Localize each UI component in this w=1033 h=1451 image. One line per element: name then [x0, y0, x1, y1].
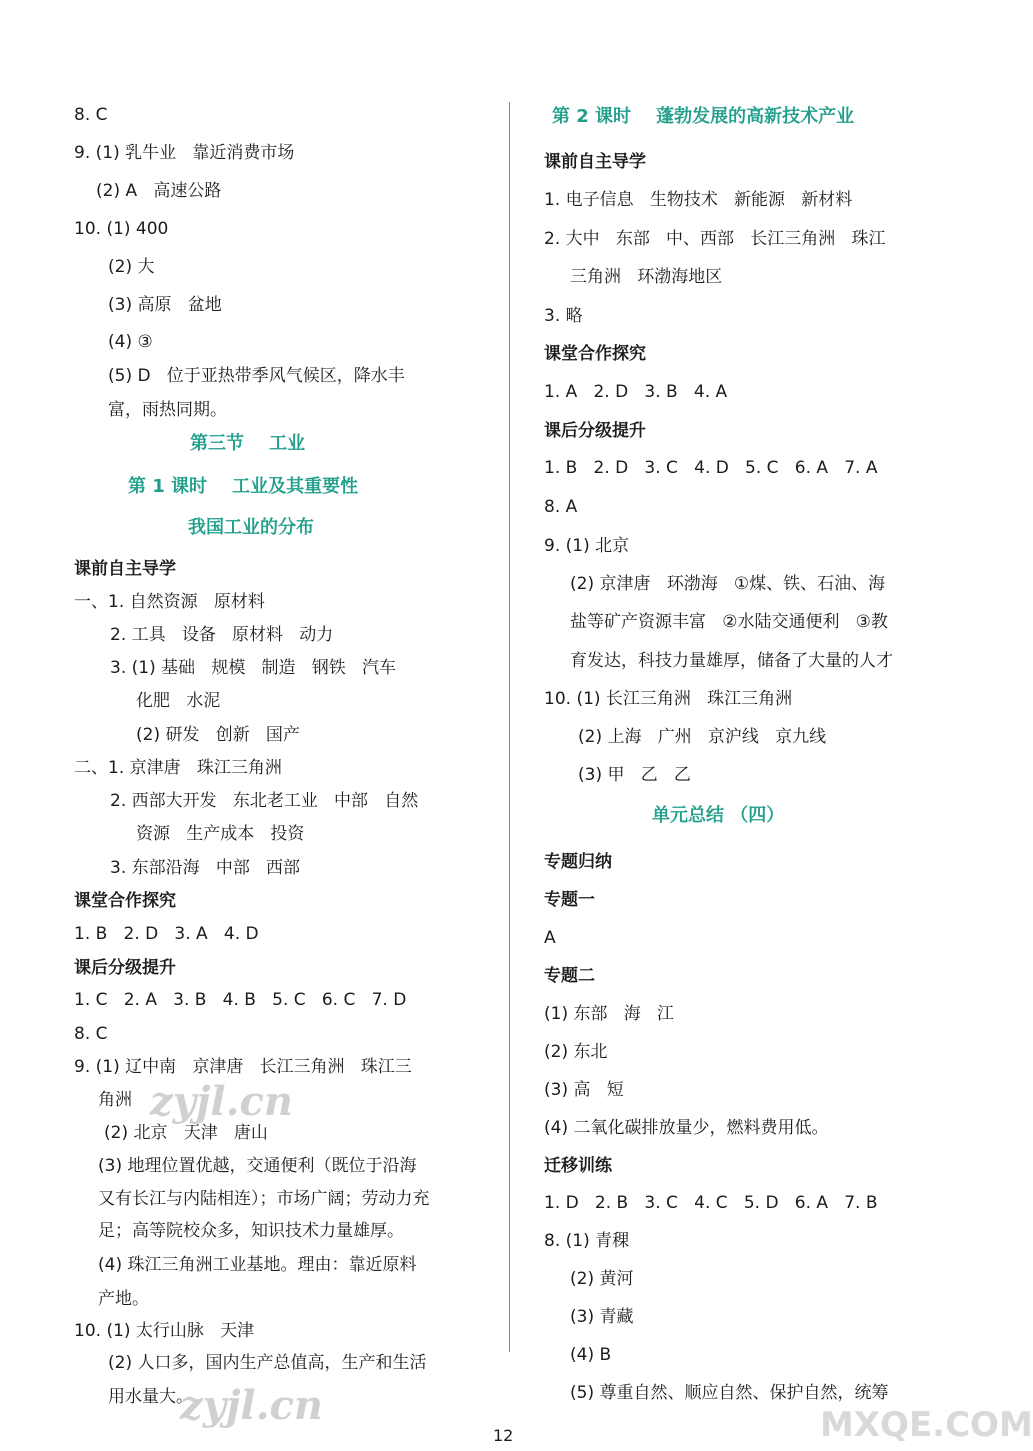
answer-line: (3) 地理位置优越，交通便利（既位于沿海	[98, 1156, 417, 1176]
lesson-heading: 第 2 课时 蓬勃发展的高新技术产业	[552, 106, 855, 127]
answer-line: 资源 生产成本 投资	[136, 824, 305, 844]
answer-line: 1. D 2. B 3. C 4. C 5. D 6. A 7. B	[544, 1193, 878, 1213]
answer-line: (4) B	[570, 1345, 612, 1365]
subsection-label: 专题一	[544, 890, 595, 910]
subsection-label: 课堂合作探究	[74, 891, 176, 911]
answer-line: 10. (1) 太行山脉 天津	[74, 1321, 255, 1341]
answer-line: (2) 北京 天津 唐山	[104, 1123, 268, 1143]
answer-line: (2) 人口多，国内生产总值高，生产和生活	[108, 1353, 427, 1373]
answer-line: (3) 甲 乙 乙	[578, 765, 691, 785]
answer-line: 化肥 水泥	[136, 691, 221, 711]
answer-line: 足；高等院校众多，知识技术力量雄厚。	[98, 1221, 404, 1241]
answer-line: 1. C 2. A 3. B 4. B 5. C 6. C 7. D	[74, 990, 407, 1010]
answer-line: 三角洲 环渤海地区	[570, 267, 723, 287]
answer-line: 10. (1) 长江三角洲 珠江三角洲	[544, 689, 793, 709]
answer-line: (3) 高原 盆地	[108, 295, 222, 315]
subsection-label: 课堂合作探究	[544, 344, 646, 364]
answer-line: 一、1. 自然资源 原材料	[74, 592, 265, 612]
answer-line: (3) 高 短	[544, 1080, 624, 1100]
subsection-label: 迁移训练	[544, 1156, 612, 1176]
answer-line: (5) 尊重自然、顺应自然、保护自然，统筹	[570, 1383, 889, 1403]
answer-line: (5) D 位于亚热带季风气候区，降水丰	[108, 366, 405, 386]
answer-line: (4) ③	[108, 332, 153, 352]
answer-line: 8. (1) 青稞	[544, 1231, 630, 1251]
section-heading: 第三节 工业	[190, 433, 306, 454]
answer-line: 富，雨热同期。	[108, 400, 227, 420]
answer-line: 1. B 2. D 3. C 4. D 5. C 6. A 7. A	[544, 458, 878, 478]
answer-line: 盐等矿产资源丰富 ②水陆交通便利 ③教	[570, 612, 888, 632]
answer-line: 产地。	[98, 1289, 149, 1309]
answer-line: 1. 电子信息 生物技术 新能源 新材料	[544, 190, 853, 210]
answer-line: 10. (1) 400	[74, 219, 169, 239]
watermark: zyjl.cn	[180, 1382, 323, 1429]
answer-line: 9. (1) 辽中南 京津唐 长江三角洲 珠江三	[74, 1057, 412, 1077]
unit-summary-heading: 单元总结 （四）	[652, 805, 785, 826]
answer-line: A	[544, 928, 556, 948]
page-number: 12	[493, 1426, 514, 1445]
watermark: zyjl.cn	[150, 1078, 293, 1125]
answer-line: (2) 大	[108, 257, 155, 277]
subsection-label: 专题归纳	[544, 852, 612, 872]
answer-line: 8. C	[74, 105, 108, 125]
answer-line: 用水量大。	[108, 1387, 193, 1407]
lesson-subheading: 我国工业的分布	[188, 517, 314, 538]
answer-line: (1) 东部 海 江	[544, 1004, 674, 1024]
subsection-label: 课前自主导学	[74, 559, 176, 579]
watermark: MXQE.COM	[820, 1405, 1033, 1445]
subsection-label: 课后分级提升	[74, 958, 176, 978]
answer-line: 9. (1) 乳牛业 靠近消费市场	[74, 143, 295, 163]
answer-line: 3. (1) 基础 规模 制造 钢铁 汽车	[110, 658, 396, 678]
column-divider	[509, 102, 510, 1352]
lesson-heading: 第 1 课时 工业及其重要性	[128, 476, 359, 497]
answer-line: 2. 大中 东部 中、西部 长江三角洲 珠江	[544, 229, 886, 249]
answer-line: 2. 西部大开发 东北老工业 中部 自然	[110, 791, 419, 811]
answer-line: (4) 二氧化碳排放量少，燃料费用低。	[544, 1118, 829, 1138]
answer-line: (2) 黄河	[570, 1269, 634, 1289]
answer-line: 9. (1) 北京	[544, 536, 630, 556]
answer-line: (3) 青藏	[570, 1307, 634, 1327]
answer-line: 角洲	[98, 1090, 132, 1110]
answer-line: (2) A 高速公路	[96, 181, 222, 201]
answer-line: (4) 珠江三角洲工业基地。理由：靠近原料	[98, 1255, 417, 1275]
answer-line: 3. 东部沿海 中部 西部	[110, 858, 301, 878]
subsection-label: 课前自主导学	[544, 152, 646, 172]
answer-line: 8. A	[544, 497, 578, 517]
answer-line: (2) 东北	[544, 1042, 608, 1062]
answer-line: 1. A 2. D 3. B 4. A	[544, 382, 728, 402]
answer-line: 育发达，科技力量雄厚，储备了大量的人才	[570, 651, 893, 671]
answer-line: 又有长江与内陆相连）；市场广阔；劳动力充	[98, 1189, 430, 1209]
answer-line: (2) 京津唐 环渤海 ①煤、铁、石油、海	[570, 574, 886, 594]
answer-line: 二、1. 京津唐 珠江三角洲	[74, 758, 282, 778]
answer-line: (2) 上海 广州 京沪线 京九线	[578, 727, 827, 747]
subsection-label: 专题二	[544, 966, 595, 986]
answer-line: 2. 工具 设备 原材料 动力	[110, 625, 334, 645]
answer-line: 3. 略	[544, 306, 583, 326]
answer-line: 1. B 2. D 3. A 4. D	[74, 924, 259, 944]
subsection-label: 课后分级提升	[544, 421, 646, 441]
answer-line: 8. C	[74, 1024, 108, 1044]
answer-line: (2) 研发 创新 国产	[136, 725, 300, 745]
